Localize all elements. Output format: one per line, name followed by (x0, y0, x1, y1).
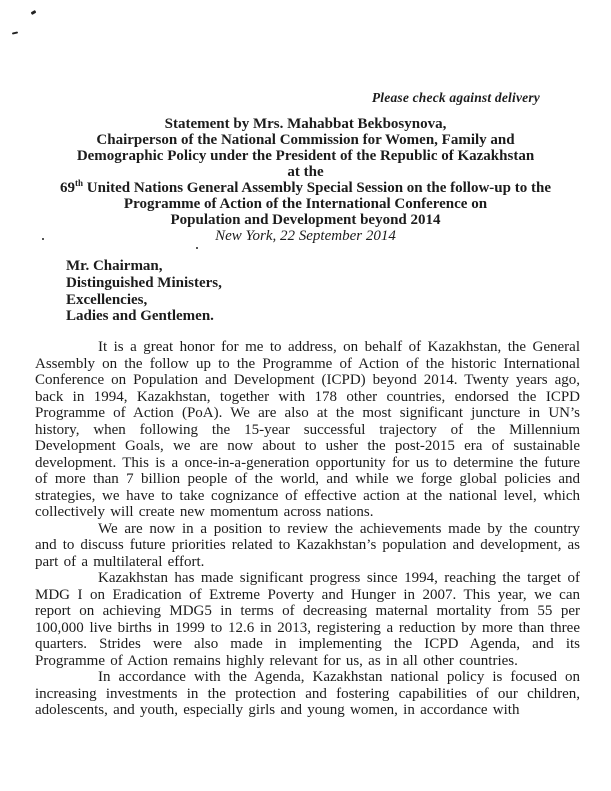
session-title-rest: United Nations General Assembly Special Session on the follow-up to the (83, 180, 551, 196)
title-line-session (33, 180, 578, 196)
salutation-line-chairman: Mr. Chairman, (66, 258, 163, 274)
title-line-population: Population and Development beyond 2014 (170, 212, 441, 228)
pen-mark (31, 10, 37, 15)
title-line-speaker: Statement by Mrs. Mahabbat Bekbosynova, (164, 116, 447, 132)
statement-body (35, 339, 580, 719)
paragraph-agenda: In accordance with the Agenda, Kazakhstan national policy is focused on increasing investments in the protection and fostering capabilities of our children, adolescents, and youth, especially girls and young women, in accordance with (35, 669, 580, 718)
title-line-role-2: Demographic Policy under the President of the Republic of Kazakhstan (76, 148, 535, 164)
paragraph-review: We are now in a position to review the achievements made by the country and to discuss future priorities related to Kazakhstan’s population and development, as part of a multilateral effort. (35, 520, 580, 570)
pen-mark (12, 31, 18, 34)
salutation-block (66, 258, 222, 325)
title-line-role-1: Chairperson of the National Commission for Women, Family and (96, 132, 515, 148)
title-line-at-the: at the (287, 164, 324, 180)
ordinal-suffix: th (75, 178, 84, 188)
paragraph-progress: Kazakhstan has made significant progress since 1994, reaching the target of MDG I on Eradication of Extreme Poverty and Hunger in 2007. This year, we can report on achieving MDG5 in terms of decreasing maternal mortality from 55 per 100,000 live births in 1999 to 12.6 in 2013, registering a reduction by more than three quarters. Strides were also made in implementing the ICPD Agenda, and its Programme of Action remains highly relevant for us, as in all other countries. (35, 570, 580, 669)
delivery-note: Please check against delivery (371, 90, 540, 105)
scan-speck (196, 247, 198, 249)
paragraph-intro: It is a great honor for me to address, on behalf of Kazakhstan, the General Assembly on the follow up to the Programme of Action of the historic International Conference on Population and Development (ICPD) beyond 2014. Twenty years ago, back in 1994, Kazakhstan, together with 178 other countries, endorsed the ICPD Programme of Action (PoA). We are also at the most significant juncture in UN’s history, when following the 15-year successful trajectory of the Millennium Development Goals, we are now about to usher the post-2015 era of sustainable development. This is a once-in-a-generation opportunity for us to determine the future of more than 7 billion people of the world, and while we forge global policies and strategies, we have to take cognizance of effective action at the national level, which collectively will create new momentum across nations. (35, 339, 580, 520)
salutation-line-ladies-gentlemen: Ladies and Gentlemen. (66, 308, 214, 325)
title-line-programme: Programme of Action of the International Conference on (123, 196, 488, 212)
statement-date-line: New York, 22 September 2014 (215, 228, 396, 244)
salutation-line-ministers: Distinguished Ministers, (66, 274, 222, 291)
session-number: 69 (60, 180, 76, 196)
salutation-line-excellencies: Excellencies, (66, 291, 148, 308)
statement-title (33, 116, 578, 244)
